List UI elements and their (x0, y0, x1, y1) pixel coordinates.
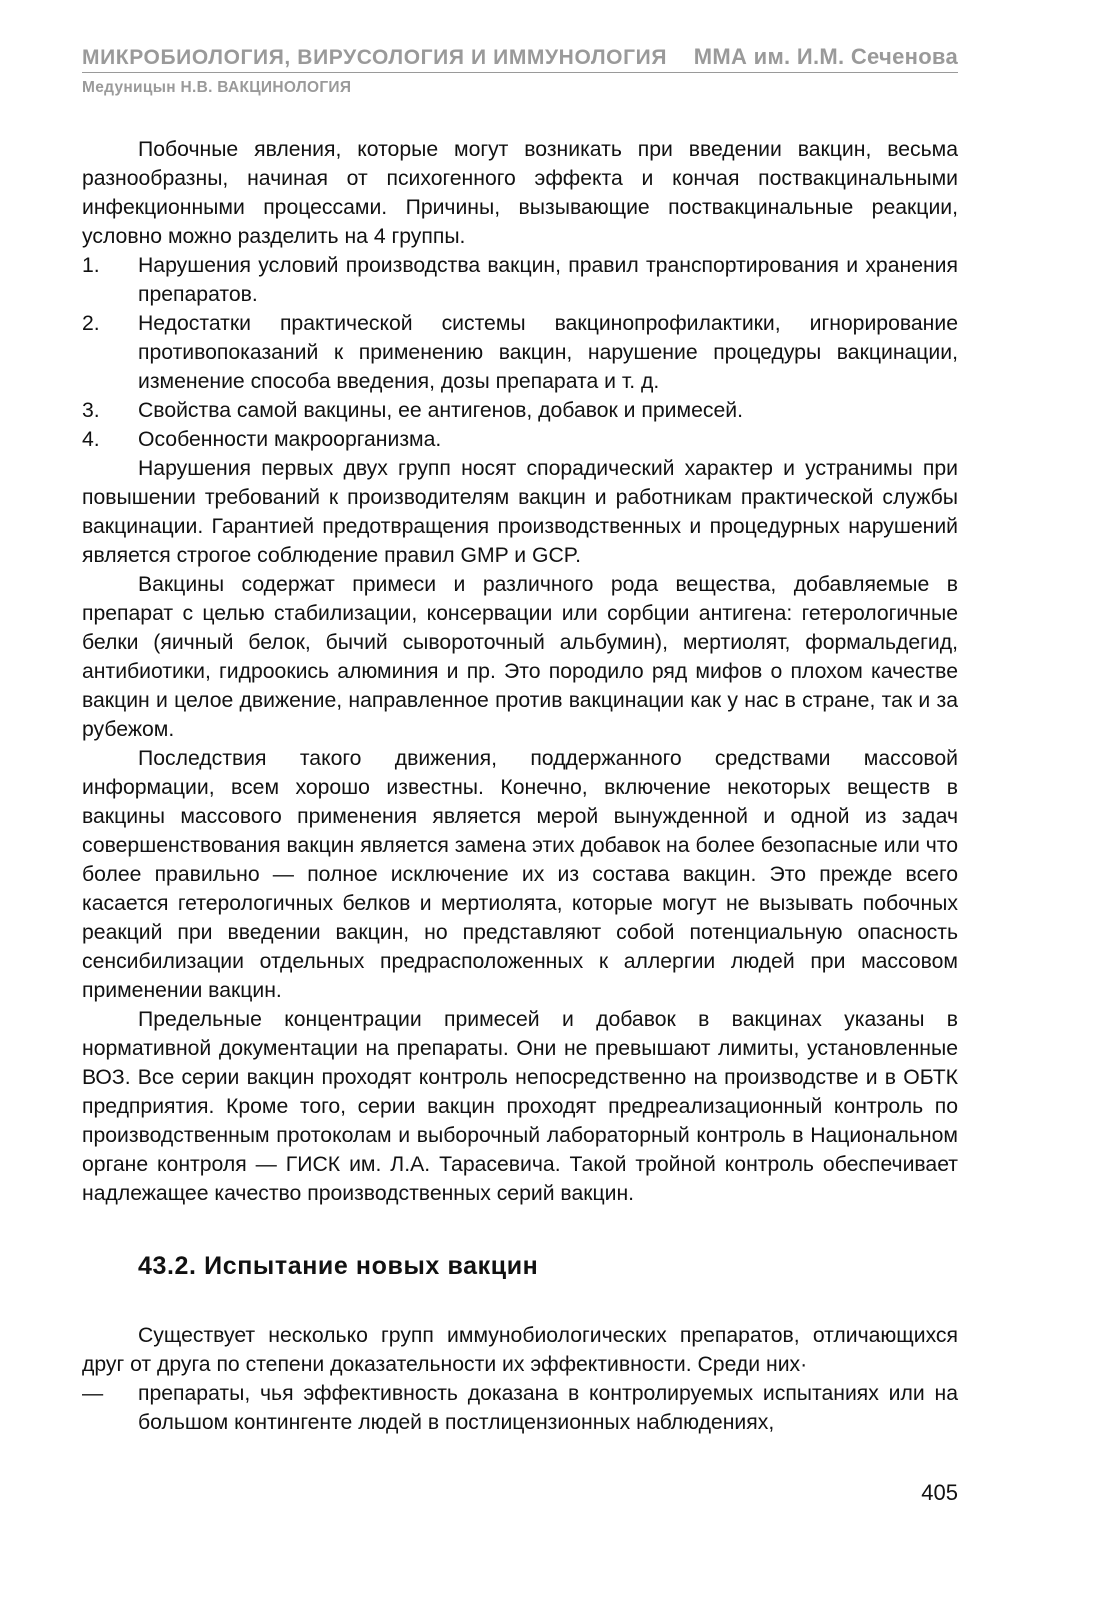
list-item-text: Нарушения условий производства вакцин, правил транспортирования и хранения препаратов. (138, 254, 958, 306)
course-title: МИКРОБИОЛОГИЯ, ВИРУСОЛОГИЯ И ИММУНОЛОГИЯ (82, 46, 668, 69)
list-item (82, 396, 958, 425)
list-item (82, 309, 958, 396)
list-item-number: 3. (82, 399, 100, 422)
list-item (82, 425, 958, 454)
groups-list (82, 1379, 958, 1437)
dash-marker: — (82, 1382, 104, 1405)
list-item-text: Недостатки практической системы вакцинопрофилактики, игнорирование противопоказаний к применению вакцин, нарушение процедуры вакцинации, изменение способа введения, дозы препарата и т. д. (138, 312, 958, 393)
causes-list (82, 251, 958, 454)
paragraph-limits: Предельные концентрации примесей и добавок в вакцинах указаны в нормативной документации на препараты. Они не превышают лимиты, установленные ВОЗ. Все серии вакцин проходят контроль непосредственно на производстве и в ОБТК предприятия. Кроме того, серии вакцин проходят предреализационный контроль по производственным протоколам и выборочный лабораторный контроль в Национальном органе контроля — ГИСК им. Л.А. Тарасевича. Такой тройной контроль обеспечивает надлежащее качество производственных серий вакцин. (82, 1008, 958, 1205)
section-heading: 43.2. Испытание новых вакцин (138, 1252, 539, 1280)
institution-name: ММА им. И.М. Сеченова (693, 44, 958, 69)
book-author-title: Медуницын Н.В. ВАКЦИНОЛОГИЯ (82, 79, 352, 96)
list-item-text: Особенности макроорганизма. (138, 428, 442, 451)
list-item (82, 1379, 958, 1437)
list-item-text: Свойства самой вакцины, ее антигенов, добавок и примесей. (138, 399, 743, 422)
paragraph-additives: Вакцины содержат примеси и различного рода вещества, добавляемые в препарат с целью стабилизации, консервации или сорбции антигена: гетерологичные белки (яичный белок, бычий сывороточный альбумин), мертиолят, формальдегид, антибиотики, гидроокись алюминия и пр. Это породило ряд мифов о плохом качестве вакцин и целое движение, направленное против вакцинации как у нас в стране, так и за рубежом. (82, 573, 958, 741)
paragraph-consequences: Последствия такого движения, поддержанного средствами массовой информации, всем хорошо известны. Конечно, включение некоторых веществ в вакцины массового применения является мерой вынужденной и одной из задач совершенствования вакцин является замена этих добавок на более безопасные или что более правильно — полное исключение их из состава вакцин. Это прежде всего касается гетерологичных белков и мертиолята, которые могут не вызывать побочных реакций при введении вакцин, но представляют собой потенциальную опасность сенсибилизации отдельных предрасположенных к аллергии людей при массовом применении вакцин. (82, 747, 958, 1002)
section-intro-paragraph: Существует несколько групп иммунобиологических препаратов, отличающихся друг от друга по степени доказательности их эффективности. Среди них· (82, 1324, 958, 1376)
document-page (82, 44, 958, 1505)
main-text (82, 135, 958, 1437)
running-header (82, 44, 958, 73)
list-item-text: препараты, чья эффективность доказана в контролируемых испытаниях или на большом контингенте людей в постлицензионных наблюдениях, (138, 1382, 958, 1434)
list-item-number: 2. (82, 312, 100, 335)
page-number: 405 (921, 1480, 958, 1505)
list-item-number: 1. (82, 254, 100, 277)
list-item (82, 251, 958, 309)
intro-paragraph: Побочные явления, которые могут возникать при введении вакцин, весьма разнообразны, начиная от психогенного эффекта и кончая поствакцинальными инфекционными процессами. Причины, вызывающие поствакцинальные реакции, условно можно разделить на 4 группы. (82, 138, 958, 248)
list-item-number: 4. (82, 428, 100, 451)
paragraph-violations: Нарушения первых двух групп носят спорадический характер и устранимы при повышении требований к производителям вакцин и работникам практической службы вакцинации. Гарантией предотвращения производственных и процедурных нарушений является строгое соблюдение правил GMP и GCP. (82, 457, 958, 567)
